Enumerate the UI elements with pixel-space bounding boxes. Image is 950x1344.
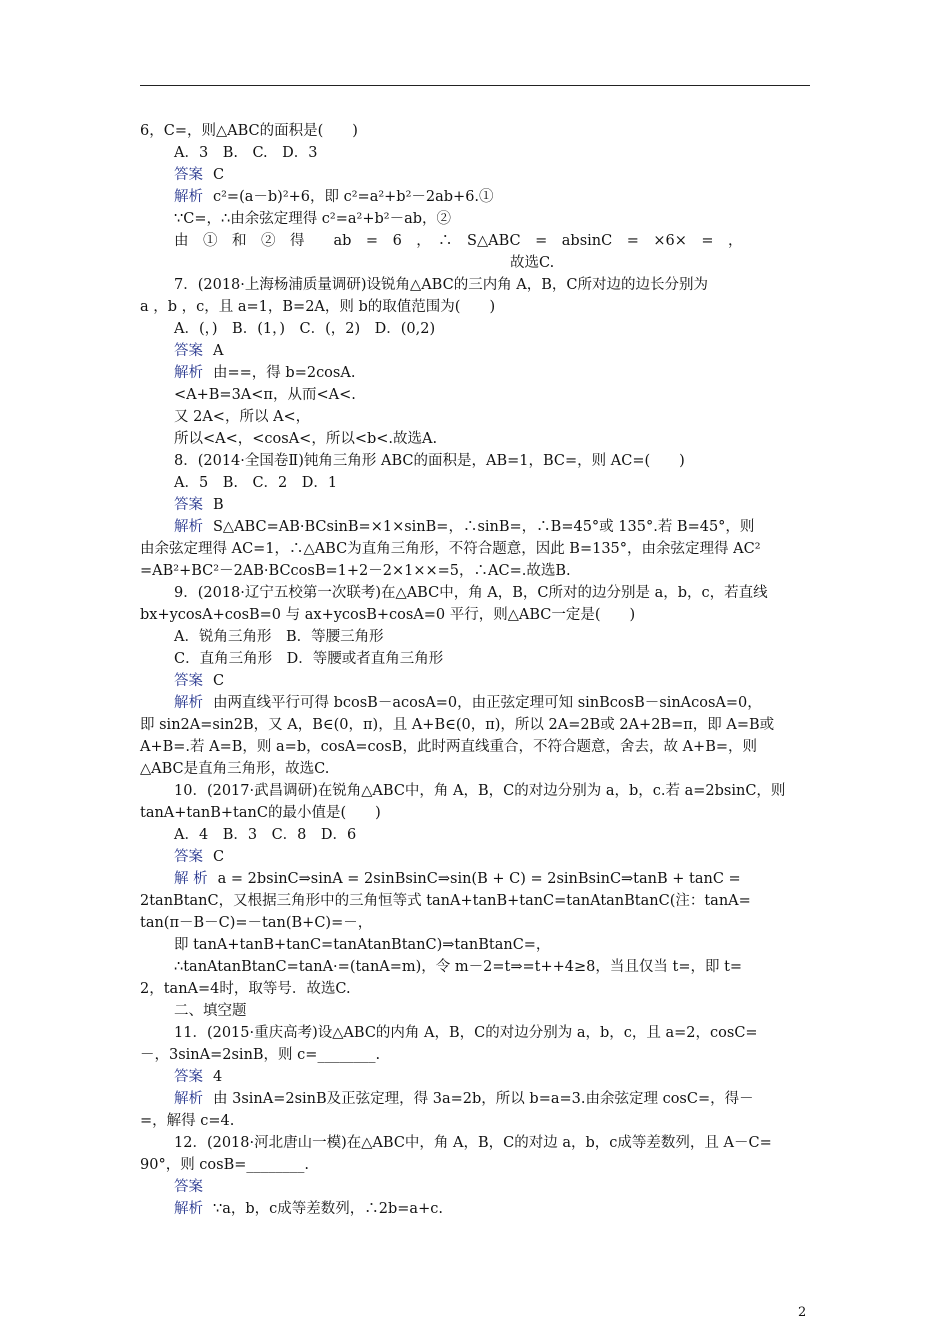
text-line: [140, 296, 810, 318]
text-line: [140, 912, 810, 934]
problem-section2: [140, 1000, 810, 1022]
text-line: [140, 1176, 810, 1198]
text-line: [140, 516, 810, 538]
analysis-label: 解析: [174, 1201, 203, 1217]
line-text: 2，tanA=4时，取等号．故选C.: [140, 981, 351, 997]
answer-label: 答案: [174, 167, 203, 183]
line-text: 90°，则 cosB=________.: [140, 1157, 310, 1173]
line-text: 所以<A<，<cosA<，所以<b<.故选A.: [174, 431, 438, 447]
text-line: [140, 252, 810, 274]
line-text: C: [213, 673, 225, 689]
line-text: －，3sinA=2sinB，则 c=________.: [140, 1047, 381, 1063]
text-line: [140, 406, 810, 428]
analysis-label: 解析: [174, 365, 203, 381]
line-text: 11．(2015·重庆高考)设△ABC的内角 A，B，C的对边分别为 a，b，c，且 a=2，cosC=: [174, 1025, 758, 1041]
line-text: 由==，得 b=2cosA.: [213, 365, 356, 381]
text-line: [140, 868, 810, 890]
text-line: [140, 1132, 810, 1154]
text-line: [140, 274, 810, 296]
text-line: [140, 362, 810, 384]
analysis-label: 解析: [174, 519, 203, 535]
line-text: 由 ① 和 ② 得 ab = 6 ， ∴ S△ABC = absinC = ×6× = ，: [174, 233, 743, 249]
text-line: [140, 318, 810, 340]
text-line: [140, 1088, 810, 1110]
problem-q11: [140, 1022, 810, 1132]
line-text: 又 2A<，所以 A<，: [174, 409, 311, 425]
text-line: [140, 208, 810, 230]
line-text: A．5 B. C．2 D．1: [174, 475, 338, 491]
line-text: 二、填空题: [174, 1003, 247, 1019]
text-line: [140, 714, 810, 736]
line-text: 即 sin2A=sin2B，又 A，B∈(0，π)，且 A+B∈(0，π)，所以 2A=2B或 2A+2B=π，即 A=B或: [140, 717, 775, 733]
text-line: [140, 736, 810, 758]
line-text: ∵a，b，c成等差数列，∴2b=a+c.: [213, 1201, 443, 1217]
text-line: [140, 230, 810, 252]
text-line: [140, 1110, 810, 1132]
problem-q10: [140, 780, 810, 1000]
line-text: tanA+tanB+tanC的最小值是( ): [140, 805, 381, 821]
problem-q8: [140, 450, 810, 582]
text-line: [140, 472, 810, 494]
line-text: A．(，) B．(1，) C．(，2) D．(0,2): [174, 321, 436, 337]
problem-q7: [140, 274, 810, 450]
text-line: [140, 494, 810, 516]
line-text: 由 3sinA=2sinB及正弦定理，得 3a=2b，所以 b=a=3.由余弦定理 cosC=，得－: [213, 1091, 754, 1107]
document-body: [140, 120, 810, 1220]
line-text: B: [213, 497, 224, 513]
line-text: bx+ycosA+cosB=0 与 ax+ycosB+cosA=0 平行，则△ABC一定是( ): [140, 607, 636, 623]
line-text: 故选C.: [510, 255, 555, 271]
line-text: 4: [213, 1069, 223, 1085]
text-line: [140, 934, 810, 956]
text-line: [140, 670, 810, 692]
line-text: 9．(2018·辽宁五校第一次联考)在△ABC中，角 A，B，C所对的边分别是 a，b，c，若直线: [174, 585, 768, 601]
line-text: <A+B=3A<π，从而<A<.: [174, 387, 356, 403]
line-text: A．3 B. C. D．3: [174, 145, 318, 161]
text-line: [140, 1000, 810, 1022]
line-text: 10．(2017·武昌调研)在锐角△ABC中，角 A，B，C的对边分别为 a，b，c.若 a=2bsinC，则: [174, 783, 786, 799]
line-text: S△ABC=AB·BCsinB=×1×sinB=，∴sinB=，∴B=45°或 135°.若 B=45°，则: [213, 519, 755, 535]
line-text: △ABC是直角三角形，故选C.: [140, 761, 330, 777]
text-line: [140, 802, 810, 824]
line-text: ∵C=，∴由余弦定理得 c²=a²+b²－ab，②: [174, 211, 452, 227]
line-text: 12．(2018·河北唐山一模)在△ABC中，角 A，B，C的对边 a，b，c成等差数列，且 A－C=: [174, 1135, 772, 1151]
text-line: [140, 1022, 810, 1044]
line-text: 8．(2014·全国卷Ⅱ)钝角三角形 ABC的面积是，AB=1，BC=，则 AC=( ): [174, 453, 685, 469]
problem-q12: [140, 1132, 810, 1220]
line-text: 7．(2018·上海杨浦质量调研)设锐角△ABC的三内角 A，B，C所对边的边长分别为: [174, 277, 709, 293]
text-line: [140, 890, 810, 912]
line-text: 即 tanA+tanB+tanC=tanAtanBtanC)⇒tanBtanC=，: [174, 937, 551, 953]
line-text: A+B=.若 A=B，则 a=b，cosA=cosB，此时两直线重合，不符合题意，舍去，故 A+B=，则: [140, 739, 757, 755]
text-line: [140, 1066, 810, 1088]
line-text: =AB²+BC²－2AB·BCcosB=1+2－2×1××=5，∴AC=.故选B.: [140, 563, 571, 579]
answer-label: 答案: [174, 343, 203, 359]
line-text: ∴tanAtanBtanC=tanA·=(tanA=m)，令 m－2=t⇒=t++4≥8，当且仅当 t=，即 t=: [174, 959, 743, 975]
text-line: [140, 692, 810, 714]
text-line: [140, 1154, 810, 1176]
text-line: [140, 560, 810, 582]
text-line: [140, 164, 810, 186]
answer-label: 答案: [174, 497, 203, 513]
line-text: a = 2bsinC⇒sinA = 2sinBsinC⇒sin(B + C) = 2sinBsinC⇒tanB + tanC =: [217, 871, 741, 887]
text-line: [140, 956, 810, 978]
answer-label: 答案: [174, 849, 203, 865]
text-line: [140, 450, 810, 472]
text-line: [140, 340, 810, 362]
line-text: A: [213, 343, 224, 359]
line-text: C: [213, 167, 225, 183]
line-text: =，解得 c=4.: [140, 1113, 235, 1129]
text-line: [140, 824, 810, 846]
analysis-label: 解析: [174, 189, 203, 205]
page-number: 2: [798, 1305, 807, 1320]
line-text: 由两直线平行可得 bcosB－acosA=0，由正弦定理可知 sinBcosB－sinAcosA=0，: [213, 695, 762, 711]
line-text: 6，C=，则△ABC的面积是( ): [140, 123, 358, 139]
text-line: [140, 1044, 810, 1066]
analysis-label: 解析: [174, 695, 203, 711]
header-rule: [140, 85, 810, 86]
answer-label: 答案: [174, 673, 203, 689]
problem-q6: [140, 120, 810, 274]
text-line: [140, 780, 810, 802]
text-line: [140, 120, 810, 142]
text-line: [140, 142, 810, 164]
line-text: 由余弦定理得 AC=1，∴△ABC为直角三角形，不符合题意，因此 B=135°，由余弦定理得 AC²: [140, 541, 761, 557]
text-line: [140, 626, 810, 648]
line-text: 2tanBtanC，又根据三角形中的三角恒等式 tanA+tanB+tanC=tanAtanBtanC(注：tanA=: [140, 893, 751, 909]
line-text: C．直角三角形 D．等腰或者直角三角形: [174, 651, 444, 667]
text-line: [140, 538, 810, 560]
text-line: [140, 978, 810, 1000]
text-line: [140, 846, 810, 868]
answer-label: 答案: [174, 1069, 203, 1085]
line-text: c²=(a－b)²+6，即 c²=a²+b²－2ab+6.①: [213, 189, 494, 205]
line-text: A．锐角三角形 B．等腰三角形: [174, 629, 384, 645]
text-line: [140, 384, 810, 406]
text-line: [140, 758, 810, 780]
line-text: C: [213, 849, 225, 865]
line-text: a ，b ，c，且 a=1，B=2A，则 b的取值范围为( ): [140, 299, 496, 315]
analysis-label: 解析: [174, 1091, 203, 1107]
line-text: tan(π－B－C)=－tan(B+C)=－，: [140, 915, 373, 931]
text-line: [140, 1198, 810, 1220]
text-line: [140, 428, 810, 450]
problem-q9: [140, 582, 810, 780]
text-line: [140, 582, 810, 604]
answer-label: 答案: [174, 1179, 203, 1195]
text-line: [140, 604, 810, 626]
analysis-label: 解 析: [174, 871, 208, 887]
text-line: [140, 648, 810, 670]
text-line: [140, 186, 810, 208]
line-text: A．4 B．3 C．8 D．6: [174, 827, 357, 843]
